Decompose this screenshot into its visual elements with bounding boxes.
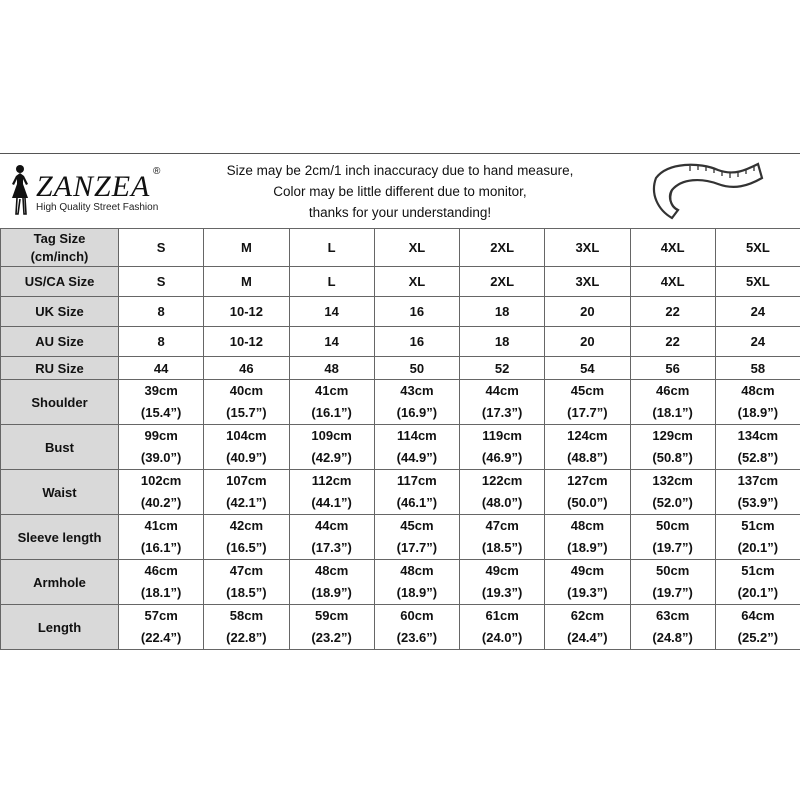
cm-value: 48cm [400,563,434,578]
inch-value: (19.7”) [652,585,693,600]
inch-value: (18.9”) [396,585,438,600]
inch-value: (18.9”) [567,540,608,555]
measurement-cell [630,560,715,605]
cm-value: 122cm [481,473,523,488]
tag-size-unit-label: (cm/inch) [30,248,89,264]
notice-line: Size may be 2cm/1 inch inaccuracy due to hand measure, [226,163,574,178]
chart-header [0,154,800,229]
inch-value: (39.0”) [140,450,182,465]
cm-value: 49cm [570,563,604,578]
inch-value: (40.9”) [226,450,267,465]
size-cell: 14 [289,297,374,327]
cm-value: 40cm [229,383,263,398]
brand-name: ZANZEA [36,170,151,203]
tag-size-cell: L [289,229,374,267]
measurement-cell [289,515,374,560]
inch-value: (15.7”) [226,405,267,420]
cm-value: 46cm [656,383,690,398]
tag-size-cell: 4XL [630,229,715,267]
size-cell: 22 [630,297,715,327]
measurement-cell [460,605,545,650]
measurement-cell [204,425,289,470]
size-cell: 8 [119,297,204,327]
cm-value: 62cm [570,608,604,623]
size-cell: 10-12 [204,297,289,327]
measurement-cell [715,560,800,605]
cm-value: 60cm [400,608,434,623]
measurement-cell [119,560,204,605]
cm-value: 47cm [229,563,263,578]
size-cell: 8 [119,327,204,357]
inch-value: (16.5”) [226,540,267,555]
measurement-cell [204,380,289,425]
inch-value: (25.2”) [737,630,779,645]
measurement-cell [715,605,800,650]
inch-value: (23.2”) [311,630,352,645]
measurement-cell [545,560,630,605]
cm-value: 57cm [144,608,178,623]
measurement-cell [460,380,545,425]
table-row-ru-size [1,357,800,380]
measurement-cell [630,380,715,425]
measurement-cell [204,605,289,650]
measurement-cell [204,470,289,515]
inch-value: (18.1”) [652,405,693,420]
cm-value: 127cm [567,473,608,488]
size-cell: 20 [545,297,630,327]
size-cell: 10-12 [204,327,289,357]
inch-value: (18.9”) [311,585,352,600]
inch-value: (22.8”) [226,630,267,645]
cm-value: 48cm [315,563,349,578]
table-row-bust [1,425,800,470]
table-row-sleeve-length [1,515,800,560]
inch-value: (24.0”) [481,630,523,645]
measurement-cell [460,515,545,560]
size-cell: 16 [374,327,459,357]
notice-line: thanks for your understanding! [308,205,492,220]
cm-value: 132cm [652,473,693,488]
size-cell: 5XL [715,267,800,297]
cm-value: 43cm [400,383,434,398]
cm-value: 104cm [226,428,267,443]
measurement-cell [374,470,459,515]
measurement-cell [545,515,630,560]
tag-size-cell: XL [374,229,459,267]
cm-value: 134cm [737,428,779,443]
inch-value: (18.1”) [140,585,182,600]
size-cell: 58 [715,357,800,380]
cm-value: 44cm [315,518,349,533]
cm-value: 109cm [311,428,352,443]
size-cell: 44 [119,357,204,380]
measurement-cell [545,380,630,425]
measuring-tape-icon [648,156,768,226]
inch-value: (19.3”) [567,585,608,600]
size-cell: 20 [545,327,630,357]
size-cell: 48 [289,357,374,380]
size-cell: 18 [460,297,545,327]
cm-value: 64cm [741,608,775,623]
cm-value: 51cm [741,518,775,533]
inch-value: (20.1”) [737,540,779,555]
inch-value: (17.7”) [396,540,438,555]
size-cell: 52 [460,357,545,380]
measurement-cell [630,605,715,650]
tag-size-cell: 2XL [460,229,545,267]
measurement-cell [119,605,204,650]
inch-value: (52.0”) [652,495,693,510]
size-cell: 4XL [630,267,715,297]
inch-value: (48.0”) [481,495,523,510]
cm-value: 112cm [311,473,352,488]
registered-mark: ® [153,166,161,177]
cm-value: 61cm [485,608,519,623]
inch-value: (16.9”) [396,405,438,420]
inch-value: (52.8”) [737,450,779,465]
measurement-cell [289,605,374,650]
inch-value: (46.9”) [481,450,523,465]
measurement-cell [289,425,374,470]
table-row-waist [1,470,800,515]
cm-value: 46cm [144,563,178,578]
inch-value: (20.1”) [737,585,779,600]
measurement-cell [374,425,459,470]
inch-value: (19.3”) [481,585,523,600]
cm-value: 50cm [656,518,690,533]
measurement-cell [460,470,545,515]
table-row-uk-size [1,297,800,327]
size-cell: 22 [630,327,715,357]
cm-value: 48cm [570,518,604,533]
table-row-armhole [1,560,800,605]
measurement-cell [289,470,374,515]
cm-value: 137cm [737,473,779,488]
cm-value: 45cm [400,518,434,533]
inch-value: (22.4”) [140,630,182,645]
inch-value: (16.1”) [140,540,182,555]
measurement-cell [374,380,459,425]
cm-value: 102cm [140,473,182,488]
inch-value: (24.8”) [652,630,693,645]
size-chart [0,153,800,650]
inch-value: (40.2”) [140,495,182,510]
tag-size-cell: M [204,229,289,267]
cm-value: 107cm [226,473,267,488]
measurement-cell [630,470,715,515]
inch-value: (42.9”) [311,450,352,465]
measurement-cell [715,470,800,515]
size-cell: 3XL [545,267,630,297]
row-label: Waist [1,470,119,515]
row-label: UK Size [1,297,119,327]
size-cell: 14 [289,327,374,357]
cm-value: 48cm [741,383,775,398]
inch-value: (50.0”) [567,495,608,510]
size-cell: 50 [374,357,459,380]
size-cell: S [119,267,204,297]
measurement-cell [630,425,715,470]
measurement-cell [630,515,715,560]
inch-value: (48.8”) [567,450,608,465]
row-label: AU Size [1,327,119,357]
inch-value: (44.9”) [396,450,438,465]
size-cell: 46 [204,357,289,380]
size-cell: 24 [715,297,800,327]
notice-line: Color may be little different due to monitor, [273,184,527,199]
cm-value: 42cm [229,518,263,533]
tag-size-cell: 3XL [545,229,630,267]
cm-value: 119cm [482,428,522,443]
measurement-cell [545,470,630,515]
row-label: Armhole [1,560,119,605]
table-row-shoulder [1,380,800,425]
cm-value: 39cm [144,383,178,398]
cm-value: 117cm [396,473,437,488]
measurement-cell [119,425,204,470]
inch-value: (24.4”) [567,630,608,645]
measurement-cell [374,605,459,650]
size-table [0,228,800,650]
measurement-cell [119,470,204,515]
inch-value: (18.5”) [226,585,267,600]
cm-value: 49cm [485,563,519,578]
measurement-cell [460,560,545,605]
row-label: RU Size [1,357,119,380]
cm-value: 63cm [656,608,690,623]
cm-value: 59cm [315,608,349,623]
cm-value: 58cm [229,608,263,623]
cm-value: 124cm [567,428,608,443]
measurement-cell [374,560,459,605]
table-row-au-size [1,327,800,357]
row-label: Bust [1,425,119,470]
table-row-tag-size [1,229,800,267]
cm-value: 51cm [741,563,775,578]
cm-value: 129cm [652,428,693,443]
row-label: Length [1,605,119,650]
size-cell: 16 [374,297,459,327]
measurement-cell [289,560,374,605]
row-label: Sleeve length [1,515,119,560]
measurement-cell [545,425,630,470]
inch-value: (17.3”) [481,405,523,420]
row-label-tag-size [1,229,119,267]
measurement-cell [374,515,459,560]
size-cell: 24 [715,327,800,357]
measurement-cell [119,380,204,425]
tag-size-cell: S [119,229,204,267]
measurement-cell [119,515,204,560]
cm-value: 41cm [315,383,349,398]
table-row-us-ca-size [1,267,800,297]
size-cell: 18 [460,327,545,357]
size-cell: XL [374,267,459,297]
tag-size-cell: 5XL [715,229,800,267]
inch-value: (53.9”) [737,495,779,510]
table-row-length [1,605,800,650]
size-cell: 56 [630,357,715,380]
row-label: US/CA Size [1,267,119,297]
measurement-cell [715,425,800,470]
inch-value: (15.4”) [140,405,182,420]
size-cell: M [204,267,289,297]
size-notice [180,160,620,223]
measurement-cell [715,515,800,560]
inch-value: (19.7”) [652,540,693,555]
cm-value: 44cm [485,383,519,398]
measurement-cell [715,380,800,425]
cm-value: 114cm [396,428,437,443]
measurement-cell [204,560,289,605]
size-cell: 54 [545,357,630,380]
measurement-cell [545,605,630,650]
measurement-cell [204,515,289,560]
inch-value: (16.1”) [311,405,352,420]
size-cell: 2XL [460,267,545,297]
brand-logo [6,160,176,220]
measurement-cell [460,425,545,470]
cm-value: 50cm [656,563,690,578]
inch-value: (46.1”) [396,495,438,510]
inch-value: (44.1”) [311,495,352,510]
measurement-cell [289,380,374,425]
inch-value: (17.7”) [567,405,608,420]
row-label: Shoulder [1,380,119,425]
woman-silhouette-icon [6,160,36,220]
cm-value: 47cm [485,518,519,533]
inch-value: (18.9”) [737,405,779,420]
cm-value: 41cm [144,518,178,533]
cm-value: 45cm [570,383,604,398]
size-cell: L [289,267,374,297]
cm-value: 99cm [144,428,178,443]
brand-tagline: High Quality Street Fashion [36,202,159,213]
inch-value: (42.1”) [226,495,267,510]
inch-value: (17.3”) [311,540,352,555]
inch-value: (18.5”) [481,540,523,555]
inch-value: (23.6”) [396,630,438,645]
tag-size-label: Tag Size [33,230,86,246]
inch-value: (50.8”) [652,450,693,465]
